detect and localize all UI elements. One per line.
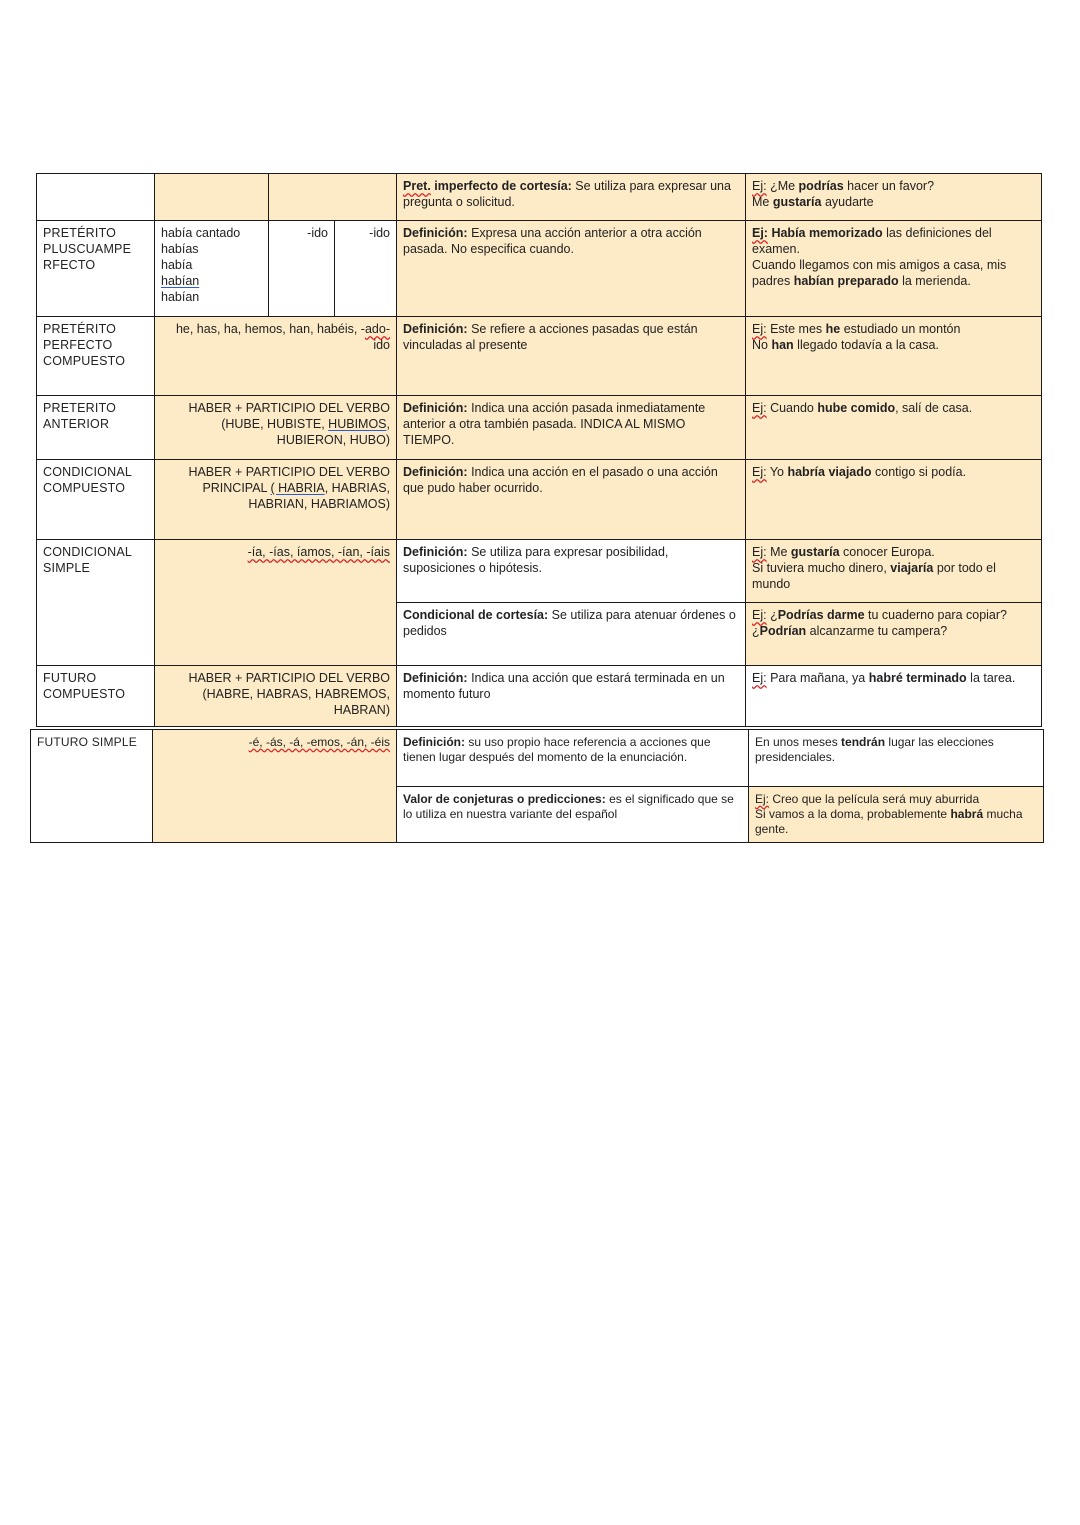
tense-cell-empty [37,174,155,221]
definition-cell: Condicional de cortesía: Se utiliza para atenuar órdenes o pedidos [397,603,746,666]
definition-cell: Valor de conjeturas o predicciones: es el significado que se lo utiliza en nuestra variante del español [397,787,749,843]
forms-cell: he, has, ha, hemos, han, habéis, -ado- ido [155,317,397,396]
ending-cell: -ido [335,221,397,317]
table-row-cortesia [37,174,1042,221]
example-cell: Ej: Cuando hube comido, salí de casa. [746,396,1042,460]
forms-cell: HABER + PARTICIPIO DEL VERBO PRINCIPAL ( HABRIA, HABRIAS, HABRIAN, HABRIAMOS) [155,460,397,540]
table-row-preterito-anterior [37,396,1042,460]
definition-cell: Definición: Indica una acción pasada inmediatamente anterior a otra también pasada. INDICA AL MISMO TIEMPO. [397,396,746,460]
example-cell: Ej: ¿Me podrías hacer un favor? Me gustaría ayudarte [746,174,1042,221]
futuro-simple-table [30,729,1044,843]
table-row-perfecto-compuesto [37,317,1042,396]
example-cell: Ej: ¿Podrías darme tu cuaderno para copiar? ¿Podrían alcanzarme tu campera? [746,603,1042,666]
definition-cell: Definición: su uso propio hace referencia a acciones que tienen lugar después del momento de la enunciación. [397,730,749,787]
tense-name: PRETERITO ANTERIOR [37,396,155,460]
tense-name: CONDICIONAL SIMPLE [37,540,155,666]
tense-name: FUTURO SIMPLE [31,730,153,843]
example-cell: Ej: Me gustaría conocer Europa. Si tuviera mucho dinero, viajaría por todo el mundo [746,540,1042,603]
definition-cell: Definición: Expresa una acción anterior a otra acción pasada. No especifica cuando. [397,221,746,317]
definition-cell: Definición: Se utiliza para expresar posibilidad, suposiciones o hipótesis. [397,540,746,603]
definition-cell: Definición: Se refiere a acciones pasadas que están vinculadas al presente [397,317,746,396]
table-row-condicional-simple [37,540,1042,603]
table-row-condicional-compuesto [37,460,1042,540]
forms-cell-empty [155,174,269,221]
example-cell: Ej: Para mañana, ya habré terminado la tarea. [746,666,1042,727]
tense-name: PRETÉRITO PERFECTO COMPUESTO [37,317,155,396]
definition-cell: Definición: Indica una acción en el pasado o una acción que pudo haber ocurrido. [397,460,746,540]
forms-cell: -ía, -ías, íamos, -ían, -íais [155,540,397,666]
example-cell: En unos meses tendrán lugar las elecciones presidenciales. [749,730,1044,787]
table-row-futuro-compuesto [37,666,1042,727]
table-row-futuro-simple [31,730,1044,787]
example-cell: Ej: Había memorizado las definiciones del examen. Cuando llegamos con mis amigos a casa, mis padres habían preparado la merienda. [746,221,1042,317]
forms-cell: -é, -ás, -á, -emos, -án, -éis [153,730,397,843]
endings-cell-empty [269,174,397,221]
forms-list: había cantado habías había habían habían [155,221,269,317]
forms-cell: HABER + PARTICIPIO DEL VERBO (HUBE, HUBISTE, HUBIMOS, HUBIERON, HUBO) [155,396,397,460]
definition-cell: Definición: Indica una acción que estará terminada en un momento futuro [397,666,746,727]
forms-cell: HABER + PARTICIPIO DEL VERBO (HABRE, HABRAS, HABREMOS, HABRAN) [155,666,397,727]
example-cell: Ej: Este mes he estudiado un montón No han llegado todavía a la casa. [746,317,1042,396]
definition-cell: Pret. imperfecto de cortesía: Se utiliza para expresar una pregunta o solicitud. [397,174,746,221]
example-cell: Ej: Yo habría viajado contigo si podía. [746,460,1042,540]
tense-name: CONDICIONAL COMPUESTO [37,460,155,540]
example-cell: Ej: Creo que la película será muy aburrida Si vamos a la doma, probablemente habrá mucha gente. [749,787,1044,843]
verb-tenses-table [36,173,1042,727]
tense-name: FUTURO COMPUESTO [37,666,155,727]
table-row-pluscuamperfecto [37,221,1042,317]
tense-name: PRETÉRITO PLUSCUAMPE RFECTO [37,221,155,317]
ending-cell: -ido [269,221,335,317]
